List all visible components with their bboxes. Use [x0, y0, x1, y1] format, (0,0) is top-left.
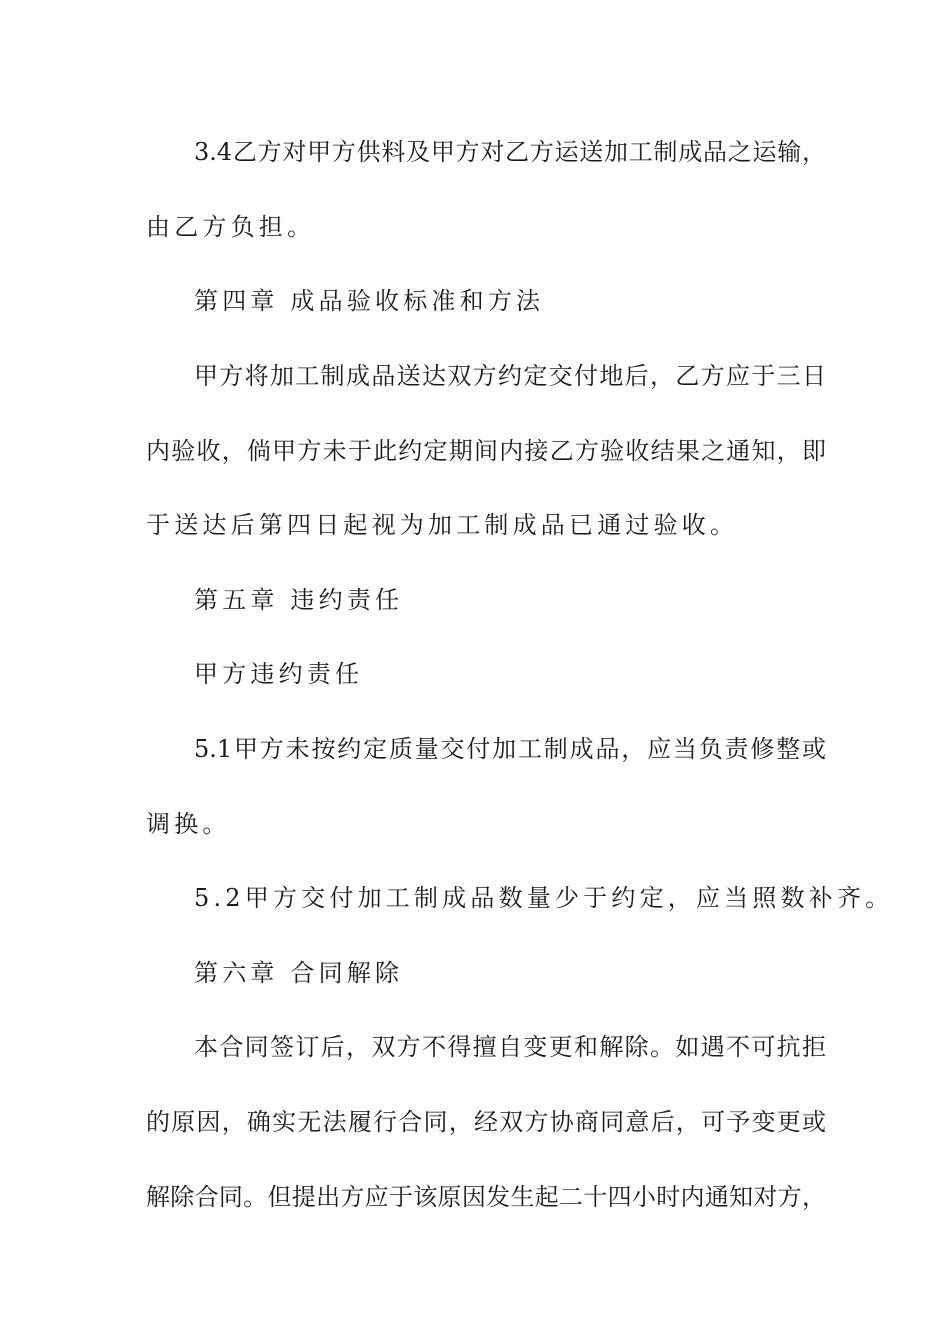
text-line-acceptance-notice: 内验收，倘甲方未于此约定期间内接乙方验收结果之通知，即	[146, 437, 826, 465]
chapter-4-heading: 第四章 成品验收标准和方法	[194, 287, 545, 315]
text-line-3-4-transport-cost: 3.4乙方对甲方供料及甲方对乙方运送加工制成品之运输，	[194, 138, 826, 166]
text-line-5-1-quality: 5.1甲方未按约定质量交付加工制成品，应当负责修整或	[194, 735, 826, 763]
text-line-deemed-accepted: 于送达后第四日起视为加工制成品已通过验收。	[146, 511, 739, 539]
party-a-liability-heading: 甲方违约责任	[194, 660, 364, 688]
chapter-5-heading: 第五章 违约责任	[194, 586, 404, 614]
text-line-replace: 调换。	[146, 810, 231, 838]
text-line-borne-by-party-b: 由乙方负担。	[146, 213, 316, 241]
text-line-delivery-acceptance: 甲方将加工制成品送达双方约定交付地后，乙方应于三日	[194, 362, 826, 390]
text-line-24-hour-notice: 解除合同。但提出方应于该原因发生起二十四小时内通知对方，	[146, 1183, 826, 1211]
text-line-no-unilateral-change: 本合同签订后，双方不得擅自变更和解除。如遇不可抗拒	[194, 1033, 826, 1061]
text-line-force-majeure: 的原因，确实无法履行合同，经双方协商同意后，可予变更或	[146, 1108, 826, 1136]
chapter-6-heading: 第六章 合同解除	[194, 959, 404, 987]
text-line-5-2-quantity: 5.2甲方交付加工制成品数量少于约定，应当照数补齐。	[194, 884, 894, 912]
